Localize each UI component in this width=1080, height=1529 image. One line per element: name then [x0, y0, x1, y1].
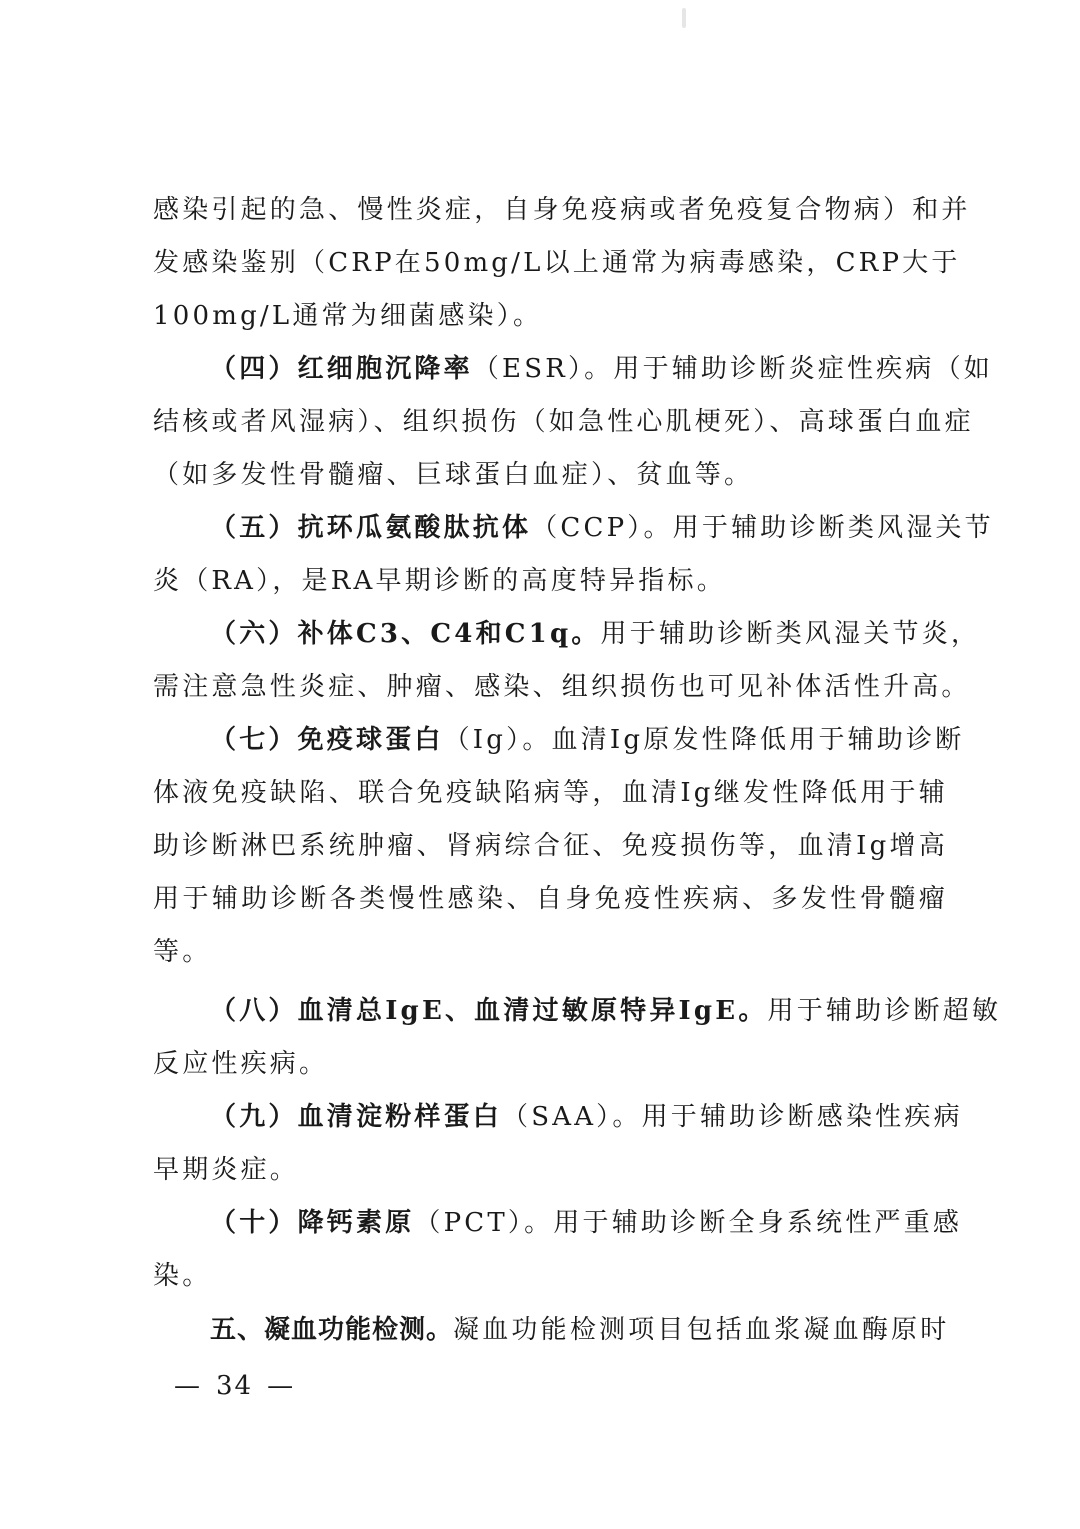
paragraph-line — [153, 826, 948, 866]
line-text: 凝血功能检测项目包括血浆凝血酶原时 — [453, 1315, 950, 1345]
line-text: 助诊断淋巴系统肿瘤、肾病综合征、免疫损伤等，血清Ig增高 — [153, 831, 948, 861]
paragraph-line — [153, 1150, 948, 1190]
paragraph-line — [153, 243, 961, 283]
paragraph-line — [153, 296, 948, 336]
item-heading-line — [210, 991, 1002, 1031]
item-heading-line — [210, 1097, 963, 1137]
line-text: 结核或者风湿病）、组织损伤（如急性心肌梗死）、高球蛋白血症 — [153, 407, 974, 437]
line-text: 染。 — [153, 1261, 212, 1291]
page-number — [160, 1366, 309, 1406]
paragraph-line — [153, 773, 948, 813]
line-text: （Ig）。血清Ig原发性降低用于辅助诊断 — [443, 725, 965, 755]
line-text: 需注意急性炎症、肿瘤、感染、组织损伤也可见补体活性升高。 — [153, 672, 971, 702]
line-text: 体液免疫缺陷、联合免疫缺陷病等，血清Ig继发性降低用于辅 — [153, 778, 948, 808]
line-text: （PCT）。用于辅助诊断全身系统性严重感 — [414, 1208, 963, 1238]
section-heading: 五、凝血功能检测。 — [210, 1315, 454, 1345]
line-text: 发感染鉴别（CRP在50mg/L以上通常为病毒感染，CRP大于 — [153, 248, 961, 278]
line-text: 用于辅助诊断类风湿关节炎， — [600, 619, 981, 649]
line-text: （SAA）。用于辅助诊断感染性疾病 — [502, 1102, 963, 1132]
item-heading-line — [210, 508, 994, 548]
page-number-dash-left: — — [174, 1371, 202, 1401]
item-heading: （七）免疫球蛋白 — [210, 725, 444, 755]
line-text: 用于辅助诊断各类慢性感染、自身免疫性疾病、多发性骨髓瘤 — [153, 884, 948, 914]
line-text: 用于辅助诊断超敏 — [767, 996, 1002, 1026]
item-heading: （六）补体C3、C4和C1q。 — [210, 619, 601, 649]
paragraph-line — [153, 667, 971, 707]
item-heading: （四）红细胞沉降率 — [210, 354, 473, 384]
line-text: 等。 — [153, 937, 212, 967]
paragraph-line — [153, 561, 948, 601]
item-heading: （五）抗环瓜氨酸肽抗体 — [210, 513, 532, 543]
paragraph-line — [153, 1044, 948, 1084]
item-heading-line — [210, 1203, 963, 1243]
paragraph-line — [153, 879, 948, 919]
item-heading-line — [210, 614, 981, 654]
line-text: 100mg/L通常为细菌感染）。 — [153, 301, 543, 331]
item-heading: （十）降钙素原 — [210, 1208, 415, 1238]
page-number-value: 34 — [216, 1371, 254, 1401]
paragraph-line — [153, 402, 974, 442]
paragraph-line — [153, 190, 971, 230]
line-text: 感染引起的急、慢性炎症，自身免疫病或者免疫复合物病）和并 — [153, 195, 971, 225]
line-text: （CCP）。用于辅助诊断类风湿关节 — [531, 513, 994, 543]
item-heading-line — [210, 349, 993, 389]
paragraph-line — [153, 455, 948, 495]
scan-artifact — [682, 8, 686, 28]
item-heading-line — [210, 720, 965, 760]
paragraph-line — [153, 1256, 948, 1296]
line-text: （ESR）。用于辅助诊断炎症性疾病（如 — [472, 354, 993, 384]
section-heading-line — [210, 1310, 948, 1350]
line-text: 反应性疾病。 — [153, 1049, 329, 1079]
line-text: （如多发性骨髓瘤、巨球蛋白血症）、贫血等。 — [153, 460, 754, 490]
line-text: 炎（RA），是RA早期诊断的高度特异指标。 — [153, 566, 726, 596]
line-text: 早期炎症。 — [153, 1155, 300, 1185]
item-heading: （九）血清淀粉样蛋白 — [210, 1102, 503, 1132]
page-number-dash-right: — — [267, 1371, 296, 1401]
item-heading: （八）血清总IgE、血清过敏原特异IgE。 — [210, 996, 768, 1026]
paragraph-line — [153, 932, 948, 972]
